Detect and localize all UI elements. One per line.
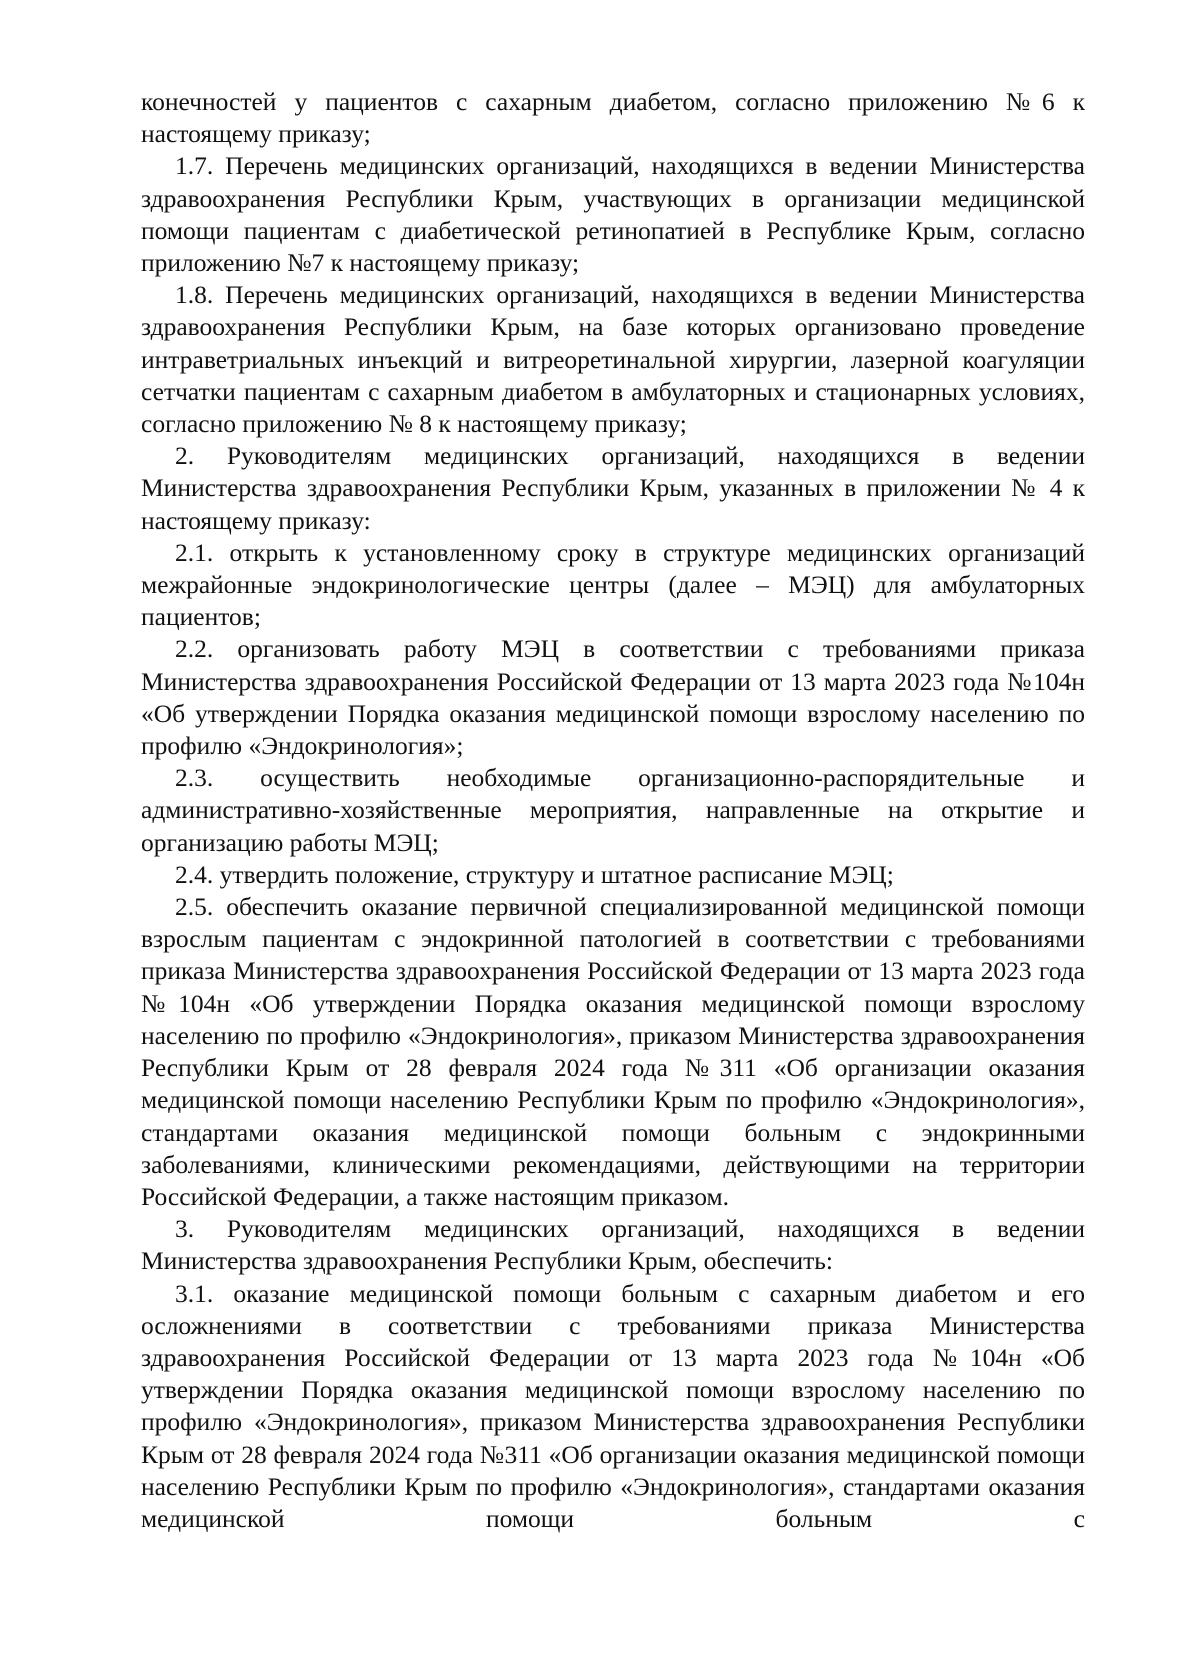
paragraph-2-5: 2.5. обеспечить оказание первичной специализированной медицинской помощи взрослым пациентам с эндокринной патологией в соответствии с требованиями приказа Министерства здравоохранения Российской Федерации от 13 марта 2023 года №104н «Об утверждении Порядка оказания медицинской помощи взрослому населению по профилю «Эндокринология», приказом Министерства здравоохранения Республики Крым от 28 февраля 2024 года №311 «Об организации оказания медицинской помощи населению Республики Крым по профилю «Эндокринология», стандартами оказания медицинской помощи больным с эндокринными заболеваниями, клиническими рекомендациями, действующими на территории Российской Федерации, а также настоящим приказом. [141,892,1085,1211]
paragraph-continuation: конечностей у пациентов с сахарным диабетом, согласно приложению №6 к настоящему приказу; [141,87,1085,149]
document-body [141,86,1085,1535]
paragraph-3-1: 3.1. оказание медицинской помощи больным с сахарным диабетом и его осложнениями в соответствии с требованиями приказа Министерства здравоохранения Российской Федерации от 13 марта 2023 года №104н «Об утверждении Порядка оказания медицинской помощи взрослому населению по профилю «Эндокринология», приказом Министерства здравоохранения Республики Крым от 28 февраля 2024 года №311 «Об организации оказания медицинской помощи населению Республики Крым по профилю «Эндокринология», стандартами оказания медицинской помощи больным с [141,1278,1085,1533]
paragraph-1-7: 1.7. Перечень медицинских организаций, находящихся в ведении Министерства здравоохранения Республики Крым, участвующих в организации медицинской помощи пациентам с диабетической ретинопатией в Республике Крым, согласно приложению №7 к настоящему приказу; [141,151,1085,278]
paragraph-2-2: 2.2. организовать работу МЭЦ в соответствии с требованиями приказа Министерства здравоохранения Российской Федерации от 13 марта 2023 года №104н «Об утверждении Порядка оказания медицинской помощи взрослому населению по профилю «Эндокринология»; [141,634,1085,761]
paragraph-1-8: 1.8. Перечень медицинских организаций, находящихся в ведении Министерства здравоохранения Республики Крым, на базе которых организовано проведение интраветриальных инъекций и витреоретинальной хирургии, лазерной коагуляции сетчатки пациентам с сахарным диабетом в амбулаторных и стационарных условиях, согласно приложению № 8 к настоящему приказу; [141,280,1085,439]
paragraph-2-3: 2.3. осуществить необходимые организационно-распорядительные и административно-хозяйственные мероприятия, направленные на открытие и организацию работы МЭЦ; [141,763,1085,857]
paragraph-2-4: 2.4. утвердить положение, структуру и штатное расписание МЭЦ; [175,859,894,889]
paragraph-3: 3. Руководителям медицинских организаций, находящихся в ведении Министерства здравоохранения Республики Крым, обеспечить: [141,1214,1085,1276]
paragraph-2-1: 2.1. открыть к установленному сроку в структуре медицинских организаций межрайонные эндокринологические центры (далее – МЭЦ) для амбулаторных пациентов; [141,537,1085,632]
paragraph-2: 2. Руководителям медицинских организаций, находящихся в ведении Министерства здравоохранения Республики Крым, указанных в приложении № 4 к настоящему приказу: [141,441,1085,535]
